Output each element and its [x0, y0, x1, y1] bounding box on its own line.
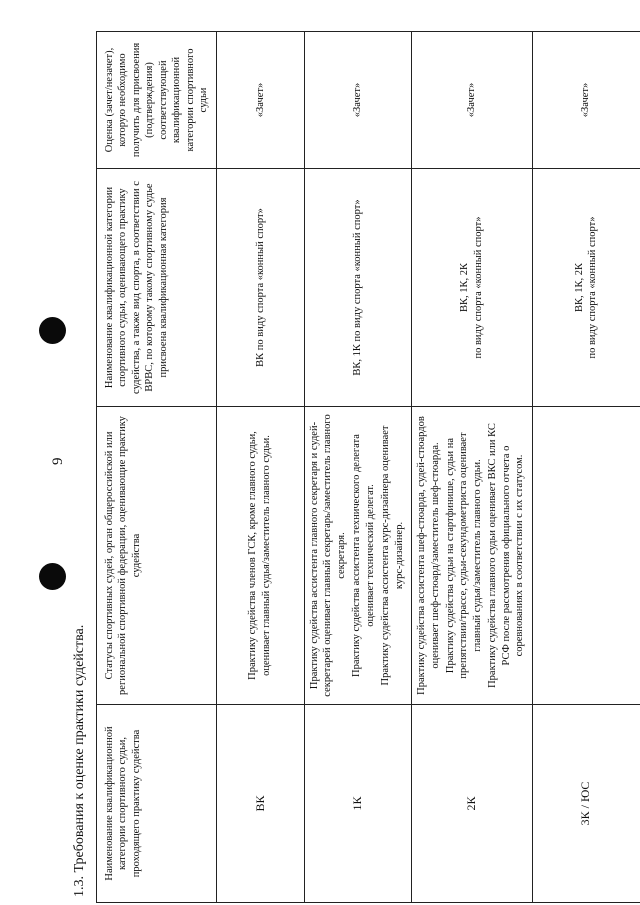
status-line: Практику судейства ассистента курс-дизайнера оценивает курс-дизайнер.: [380, 425, 405, 686]
row-category: 1К: [305, 705, 412, 903]
status-line: Практику судейства членов ГСК, кроме главного судьи, оценивает главный судья/заместитель главного судьи.: [247, 431, 272, 680]
row-grade: «Зачет»: [217, 32, 305, 169]
table-row: [412, 32, 533, 903]
assessor-categories: ВК, 1К, 2К: [459, 263, 471, 313]
row-assessor: [532, 169, 640, 407]
assessor-sport: по виду спорта «конный спорт»: [472, 216, 484, 359]
row-grade: «Зачет»: [532, 32, 640, 169]
table-row: [532, 32, 640, 903]
row-assessor: ВК, 1К по виду спорта «конный спорт»: [305, 169, 412, 407]
section-title: 1.3. Требования к оценке практики судейства.: [72, 624, 87, 897]
header-trainee-category: Наименование квалификационной категории спортивного судьи, проходящего практику судейства: [97, 705, 217, 903]
row-grade: «Зачет»: [412, 32, 533, 169]
status-line: Практику судейства ассистента главного секретаря и судей-секретарей оценивает главный секретарь/заместитель главного секретаря.: [309, 414, 347, 697]
status-line: Практику судейства ассистента технического делегата оценивает технический делегат.: [351, 434, 376, 677]
table-header-row: [97, 32, 217, 903]
row-statuses: [305, 407, 412, 705]
page-number: 9: [50, 457, 66, 465]
table-row: [305, 32, 412, 903]
row-category: 2К: [412, 705, 533, 903]
row-category: 3К / ЮС: [532, 705, 640, 903]
row-assessor: [412, 169, 533, 407]
row-statuses: [217, 407, 305, 705]
header-statuses: Статусы спортивных судей, орган общероссийской или региональной спортивной федерации, оценивающие практику судейства: [97, 407, 217, 705]
header-grade: Оценка (зачет/незачет), которую необходимо получить для присвоения (подтверждения) соответствующей квалификационной категории спортивного судьи: [97, 32, 217, 169]
row-grade: «Зачет»: [305, 32, 412, 169]
judging-requirements-table: [96, 31, 640, 903]
assessor-categories: ВК, 1К, 2К: [573, 263, 585, 313]
status-line: Практику судейства главного судьи оценивает ВКС или КС РСФ после рассмотрения официального отчета о соревнованиях в соответствии с их статусом.: [487, 423, 526, 688]
assessor-sport: по виду спорта «конный спорт»: [587, 216, 599, 359]
header-assessor-category: Наименование квалификационной категории спортивного судьи, оценивающего практику судейства, а также вид спорта, в соответствии с ВРВС, по которому такому спортивному судье присвоена квалификационная категория: [97, 169, 217, 407]
status-line: Практику судейства ассистента шеф-стюарда, судей-стюардов оценивает шеф-стюард/заместитель шеф-стюарда.: [416, 416, 441, 695]
status-line: Практику судейства судьи на стартфинише, судьи на препятствии/трассе, судьи-секундометриста оценивает главный судья/заместитель главного судьи.: [444, 432, 483, 679]
row-statuses: [412, 407, 533, 705]
table-row: [217, 32, 305, 903]
row-category: ВК: [217, 705, 305, 903]
row-assessor: ВК по виду спорта «конный спорт»: [217, 169, 305, 407]
row-statuses-empty: [532, 407, 640, 705]
